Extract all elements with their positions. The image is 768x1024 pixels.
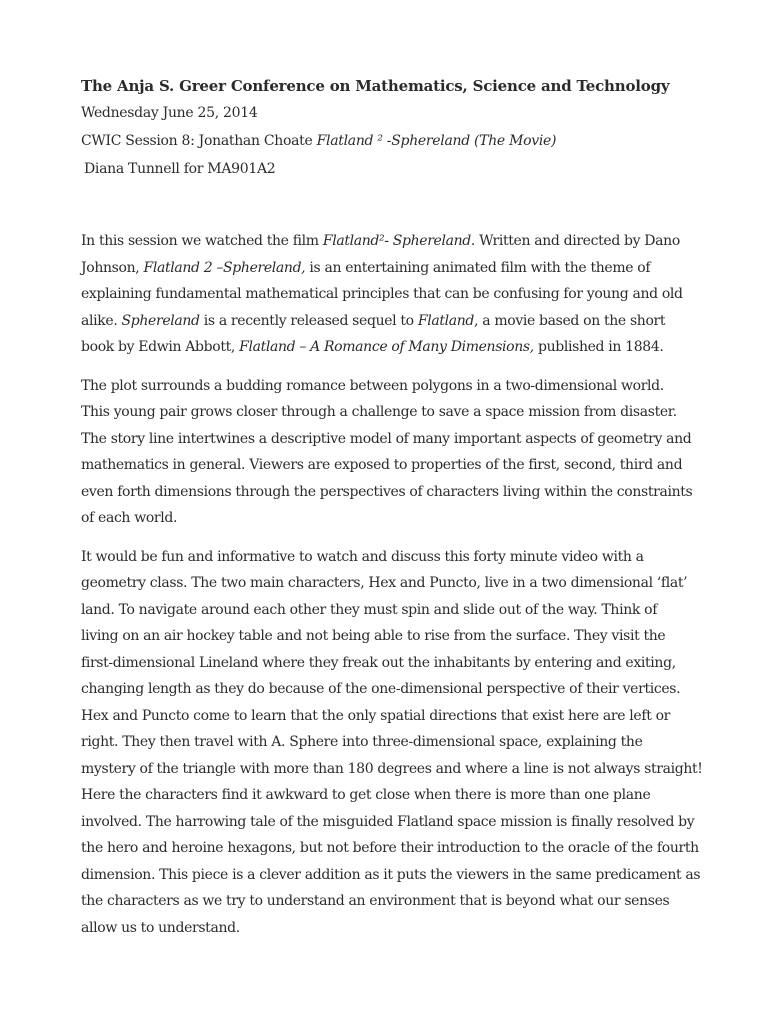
text-run: geometry class. The two main characters, Hex and Puncto, live in a two dimensional ‘flat’	[81, 575, 688, 591]
text-line	[81, 729, 693, 756]
session-date: Wednesday June 25, 2014	[81, 105, 258, 121]
paragraph	[81, 228, 693, 361]
text-line	[81, 756, 703, 783]
text-line	[81, 650, 693, 677]
text-line	[81, 676, 693, 703]
paragraph	[81, 373, 693, 532]
text-run: changing length as they do because of the one-dimensional perspective of their vertices.	[81, 681, 681, 697]
text-line	[81, 281, 693, 308]
text-line	[81, 334, 693, 361]
text-line	[81, 308, 693, 335]
text-run: book by Edwin Abbott,	[81, 339, 240, 355]
text-run: is an entertaining animated film with the theme of	[305, 259, 651, 276]
document-body	[81, 228, 703, 953]
text-run: published in 1884.	[533, 339, 664, 355]
author-line: Diana Tunnell for MA901A2	[84, 161, 276, 177]
text-run: mystery of the triangle with more than 180 degrees and where a line is not always straight!	[81, 760, 703, 777]
text-run: In this session we watched the film	[81, 233, 323, 249]
text-line	[81, 809, 693, 836]
text-run: , a movie based on the short	[474, 312, 666, 329]
text-run: explaining fundamental mathematical principles that can be confusing for young and old	[81, 286, 683, 302]
text-run: first-dimensional Lineland where they freak out the inhabitants by entering and exiting,	[81, 654, 676, 671]
italic-title: Flatland	[417, 312, 475, 329]
paragraph	[81, 544, 703, 942]
text-run: . Written and directed by Dano	[470, 233, 680, 249]
text-run: allow us to understand.	[81, 919, 240, 936]
text-run: It would be fun and informative to watch and discuss this forty minute video with a	[81, 548, 644, 565]
text-line	[81, 623, 693, 650]
text-line	[81, 782, 693, 809]
text-line	[81, 426, 693, 453]
text-run: is a recently released sequel to	[199, 312, 418, 329]
text-run: The story line intertwines a descriptive model of many important aspects of geometry and	[81, 430, 692, 447]
text-line	[81, 452, 693, 479]
text-line	[81, 835, 699, 862]
italic-title: Flatland 2 –Sphereland,	[143, 259, 306, 276]
text-line	[81, 915, 693, 942]
text-run: This young pair grows closer through a challenge to save a space mission from disaster.	[81, 404, 677, 420]
text-run: involved. The harrowing tale of the misguided Flatland space mission is finally resolved by	[81, 813, 695, 830]
conference-title: The Anja S. Greer Conference on Mathematics, Science and Technology	[81, 77, 670, 95]
text-line	[81, 255, 693, 282]
text-run: mathematics in general. Viewers are exposed to properties of the first, second, third and	[81, 457, 683, 473]
text-run: the characters as we try to understand an environment that is beyond what our senses	[81, 893, 670, 909]
text-line	[81, 373, 693, 400]
text-run: right. They then travel with A. Sphere into three-dimensional space, explaining the	[81, 734, 643, 750]
italic-title: Flatland²- Sphereland	[322, 233, 471, 249]
text-line	[81, 862, 701, 889]
text-line	[81, 399, 693, 426]
text-run: land. To navigate around each other they must spin and slide out of the way. Think of	[81, 601, 658, 618]
text-line	[81, 479, 693, 506]
text-run: even forth dimensions through the perspectives of characters living within the constraints	[81, 483, 693, 500]
text-run: the hero and heroine hexagons, but not before their introduction to the oracle of the fourth	[81, 840, 699, 856]
text-line	[81, 570, 693, 597]
session-film-title: Flatland ² -Sphereland (The Movie)	[316, 133, 557, 149]
text-line	[81, 888, 693, 915]
text-run: living on an air hockey table and not being able to rise from the surface. They visit the	[81, 628, 666, 644]
text-run: dimension. This piece is a clever addition as it puts the viewers in the same predicament as	[81, 866, 701, 883]
text-line	[81, 544, 693, 571]
text-run: alike.	[81, 312, 122, 329]
italic-title: Sphereland	[121, 312, 200, 329]
text-run: Here the characters find it awkward to get close when there is more than one plane	[81, 787, 651, 803]
session-line	[81, 127, 721, 155]
text-line	[81, 228, 693, 255]
text-line	[81, 703, 693, 730]
italic-title: Flatland – A Romance of Many Dimensions,	[239, 339, 534, 355]
document-header	[81, 73, 721, 183]
text-run: Hex and Puncto come to learn that the only spatial directions that exist here are left or	[81, 707, 670, 724]
text-run: of each world.	[81, 510, 178, 526]
text-line	[81, 597, 693, 624]
text-run: Johnson,	[81, 259, 144, 276]
text-line	[81, 505, 693, 532]
text-run: The plot surrounds a budding romance between polygons in a two-dimensional world.	[81, 377, 664, 394]
session-prefix: CWIC Session 8: Jonathan Choate	[81, 133, 317, 149]
